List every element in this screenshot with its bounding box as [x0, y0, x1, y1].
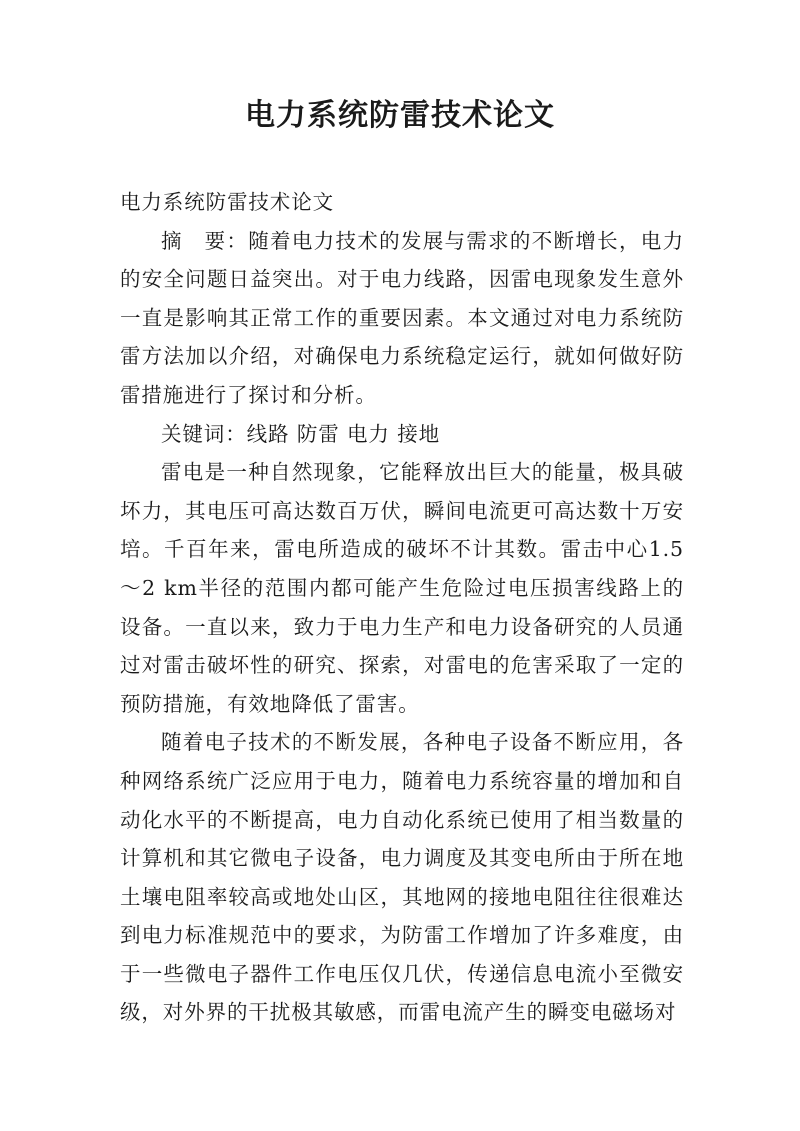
document-body — [120, 183, 684, 1032]
body-paragraph: 随着电子技术的不断发展，各种电子设备不断应用，各种网络系统广泛应用于电力，随着电力系统容量的增加和自动化水平的不断提高，电力自动化系统已使用了相当数量的计算机和其它微电子设备，电力调度及其变电所由于所在地土壤电阻率较高或地处山区，其地网的接地电阻往往很难达到电力标准规范中的要求，为防雷工作增加了许多难度，由于一些微电子器件工作电压仅几伏，传递信息电流小至微安级，对外界的干扰极其敏感，而雷电流产生的瞬变电磁场对 — [120, 730, 684, 1025]
keywords-line: 关键词：线路 防雷 电力 接地 — [161, 421, 441, 446]
document-subtitle: 电力系统防雷技术论文 — [120, 190, 334, 214]
body-paragraph: 雷电是一种自然现象，它能释放出巨大的能量，极具破坏力，其电压可高达数百万伏，瞬间电流更可高达数十万安培。千百年来，雷电所造成的破坏不计其数。雷击中心1.5～2 km半径的范围内都可能产生危险过电压损害线路上的设备。一直以来，致力于电力生产和电力设备研究的人员通过对雷击破坏性的研究、探索，对雷电的危害采取了一定的预防措施，有效地降低了雷害。 — [120, 460, 684, 716]
document-title: 电力系统防雷技术论文 — [245, 98, 555, 133]
abstract-paragraph: 摘 要：随着电力技术的发展与需求的不断增长，电力的安全问题日益突出。对于电力线路，因雷电现象发生意外一直是影响其正常工作的重要因素。本文通过对电力系统防雷方法加以介绍，对确保电力系统稳定运行，就如何做好防雷措施进行了探讨和分析。 — [120, 228, 684, 407]
